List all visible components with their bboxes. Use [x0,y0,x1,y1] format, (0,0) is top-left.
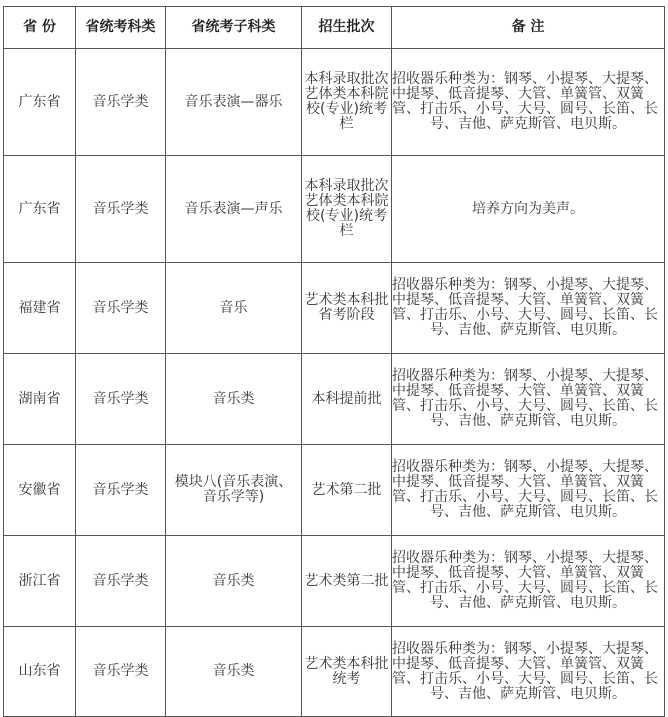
province-cell: 湖南省 [4,354,76,445]
province-cell: 安徽省 [4,445,76,536]
table-row [4,156,665,263]
subcategory-cell: 音乐类 [166,354,302,445]
note-cell: 招收器乐种类为：钢琴、小提琴、大提琴、中提琴、低音提琴、大管、单簧管、双簧管、打击乐、小号、大号、圆号、长笛、长号、吉他、萨克斯管、电贝斯。 [392,536,665,627]
subcategory-cell: 模块八(音乐表演、音乐学等) [166,445,302,536]
subcategory-cell: 音乐表演—声乐 [166,156,302,263]
province-cell: 福建省 [4,263,76,354]
province-cell: 浙江省 [4,536,76,627]
header-batch: 招生批次 [302,7,392,49]
batch-cell: 艺术类第二批 [302,536,392,627]
table-header-row [4,7,665,49]
table-row [4,627,665,717]
subcategory-cell: 音乐类 [166,536,302,627]
category-cell: 音乐学类 [76,263,166,354]
header-category: 省统考科类 [76,7,166,49]
subcategory-cell: 音乐表演—器乐 [166,49,302,156]
note-cell: 招收器乐种类为：钢琴、小提琴、大提琴、中提琴、低音提琴、大管、单簧管、双簧管、打击乐、小号、大号、圆号、长笛、长号、吉他、萨克斯管、电贝斯。 [392,354,665,445]
category-cell: 音乐学类 [76,354,166,445]
batch-cell: 本科提前批 [302,354,392,445]
note-cell: 招收器乐种类为：钢琴、小提琴、大提琴、中提琴、低音提琴、大管、单簧管、双簧管、打击乐、小号、大号、圆号、长笛、长号、吉他、萨克斯管、电贝斯。 [392,627,665,717]
province-cell: 广东省 [4,49,76,156]
province-cell: 广东省 [4,156,76,263]
table-row [4,445,665,536]
batch-cell: 艺术第二批 [302,445,392,536]
province-cell: 山东省 [4,627,76,717]
category-cell: 音乐学类 [76,536,166,627]
batch-cell: 本科录取批次艺体类本科院校(专业)统考栏 [302,49,392,156]
category-cell: 音乐学类 [76,156,166,263]
batch-cell: 本科录取批次艺体类本科院校(专业)统考栏 [302,156,392,263]
header-note: 备 注 [392,7,665,49]
category-cell: 音乐学类 [76,49,166,156]
note-cell: 招收器乐种类为：钢琴、小提琴、大提琴、中提琴、低音提琴、大管、单簧管、双簧管、打击乐、小号、大号、圆号、长笛、长号、吉他、萨克斯管、电贝斯。 [392,263,665,354]
subcategory-cell: 音乐 [166,263,302,354]
table-row [4,49,665,156]
subcategory-cell: 音乐类 [166,627,302,717]
category-cell: 音乐学类 [76,445,166,536]
note-cell: 培养方向为美声。 [392,156,665,263]
table-row [4,536,665,627]
table-row [4,263,665,354]
header-province: 省 份 [4,7,76,49]
table-row [4,354,665,445]
note-cell: 招收器乐种类为：钢琴、小提琴、大提琴、中提琴、低音提琴、大管、单簧管、双簧管、打击乐、小号、大号、圆号、长笛、长号、吉他、萨克斯管、电贝斯。 [392,445,665,536]
header-subcategory: 省统考子科类 [166,7,302,49]
note-cell: 招收器乐种类为：钢琴、小提琴、大提琴、中提琴、低音提琴、大管、单簧管、双簧管、打击乐、小号、大号、圆号、长笛、长号、吉他、萨克斯管、电贝斯。 [392,49,665,156]
batch-cell: 艺术类本科批省考阶段 [302,263,392,354]
category-cell: 音乐学类 [76,627,166,717]
batch-cell: 艺术类本科批统考 [302,627,392,717]
admissions-table [3,6,665,717]
